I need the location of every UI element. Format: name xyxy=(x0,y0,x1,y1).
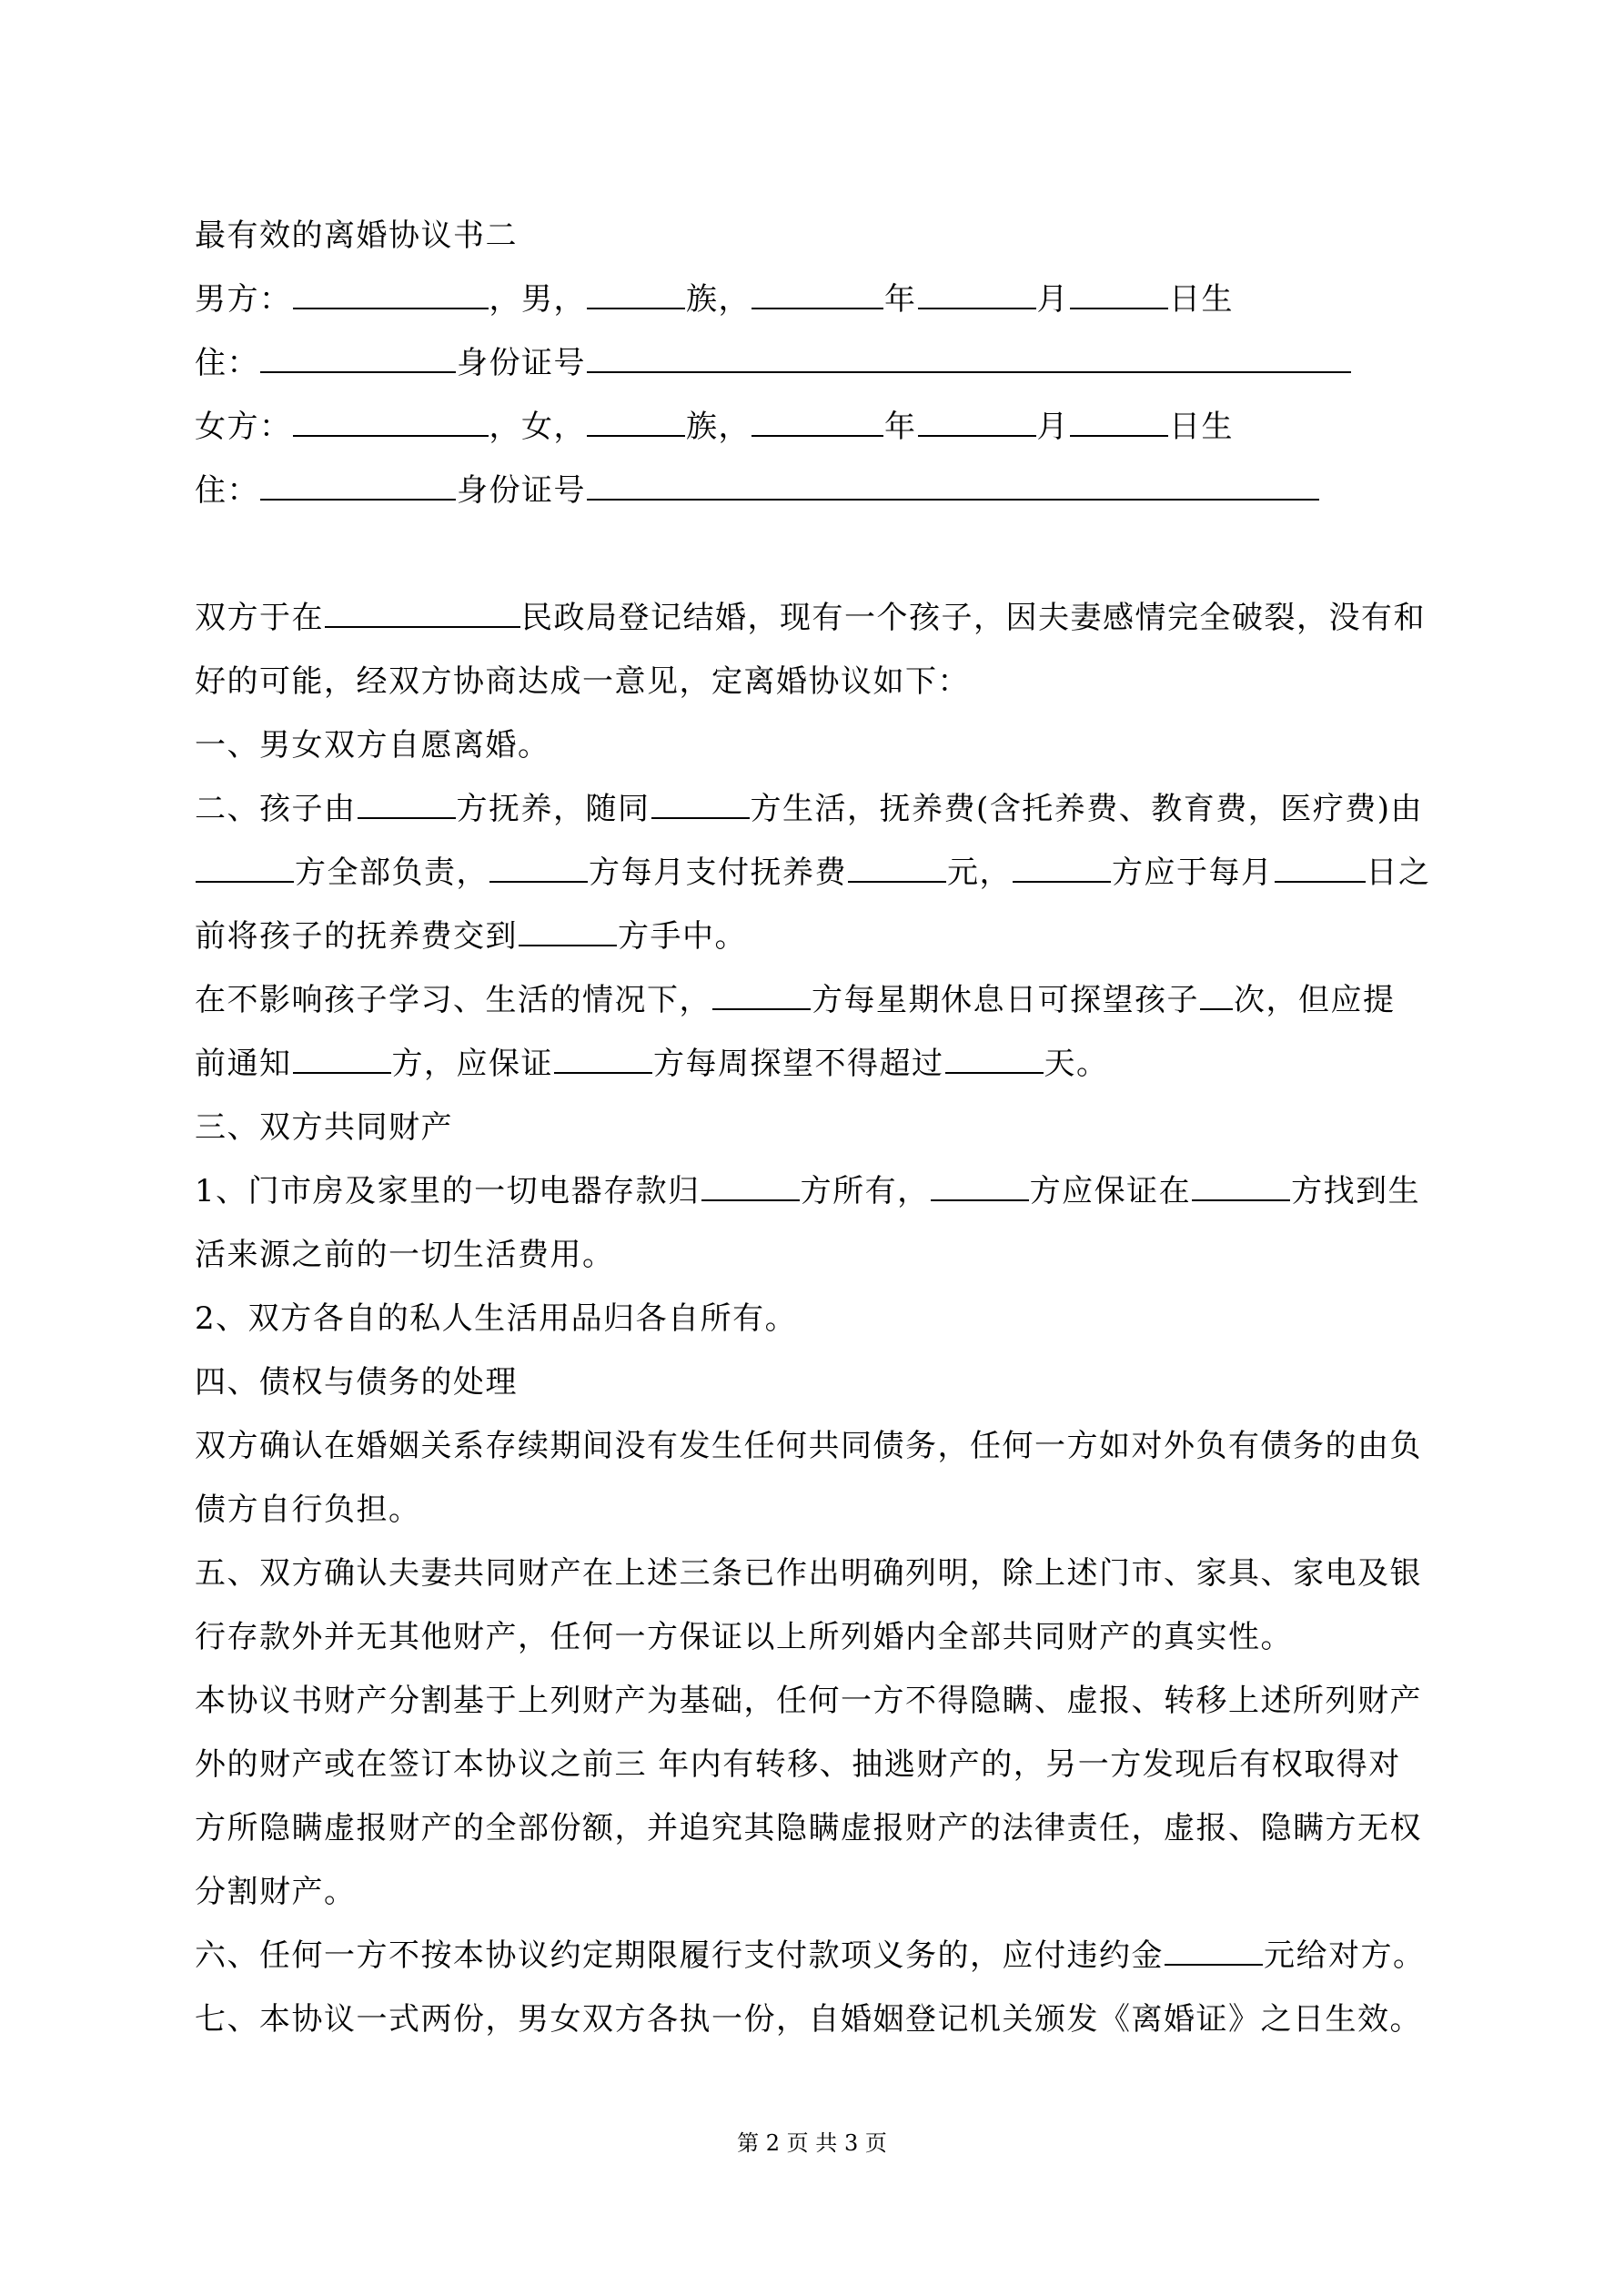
guarantee-party-blank[interactable] xyxy=(554,1045,652,1074)
responsible-party-blank[interactable] xyxy=(196,854,294,883)
clause-3-text-a: 1、门市房及家里的一切电器存款归 xyxy=(195,1173,701,1209)
clause-6 xyxy=(195,1924,1432,1988)
intro-line-2: 好的可能，经双方协商达成一意见，定离婚协议如下： xyxy=(195,663,970,700)
clause-1: 一、男女双方自愿离婚。 xyxy=(195,727,550,764)
clause-2-text-f: 元， xyxy=(947,855,1012,891)
male-year-blank[interactable] xyxy=(751,280,883,309)
clause-3-item-2: 2、双方各自的私人生活用品归各自所有。 xyxy=(195,1300,798,1337)
due-party-blank[interactable] xyxy=(1013,854,1111,883)
male-day-label: 日生 xyxy=(1169,281,1234,318)
male-address-label: 住： xyxy=(195,345,259,381)
female-month-label: 月 xyxy=(1036,409,1069,445)
clause-5-line-2: 行存款外并无其他财产，任何一方保证以上所列婚内全部共同财产的真实性。 xyxy=(195,1619,1293,1655)
female-address-label: 住： xyxy=(195,472,259,509)
visit-days-blank[interactable] xyxy=(945,1045,1044,1074)
male-info-line xyxy=(195,268,1432,331)
male-label: 男方： xyxy=(195,281,292,318)
clause-5-line-3: 本协议书财产分割基于上列财产为基础，任何一方不得隐瞒、虚报、转移上述所列财产 xyxy=(195,1683,1422,1719)
clause-5-line-4: 外的财产或在签订本协议之前三 年内有转移、抽逃财产的，另一方发现后有权取得对 xyxy=(195,1746,1401,1783)
beneficiary-party-blank[interactable] xyxy=(1192,1172,1290,1201)
male-gender: ，男， xyxy=(489,281,586,318)
clause-5-line-5: 方所隐瞒虚报财产的全部份额，并追究其隐瞒虚报财产的法律责任，虚报、隐瞒方无权 xyxy=(195,1810,1422,1846)
clause-2-text-g: 方应于每月 xyxy=(1112,855,1274,891)
female-label: 女方： xyxy=(195,409,292,445)
document-page xyxy=(195,204,1432,2051)
notify-party-blank[interactable] xyxy=(293,1045,391,1074)
visiting-party-blank[interactable] xyxy=(712,981,811,1010)
receiving-party-blank[interactable] xyxy=(519,917,617,946)
male-day-blank[interactable] xyxy=(1070,280,1168,309)
clause-3-text-d: 方找到生 xyxy=(1291,1173,1421,1209)
female-ethnicity-blank[interactable] xyxy=(587,408,685,437)
female-id-blank[interactable] xyxy=(587,471,1319,501)
visit-count-blank[interactable] xyxy=(1200,981,1233,1010)
male-name-blank[interactable] xyxy=(293,280,489,309)
clause-2-text-c: 方生活，抚养费(含托养费、教育费，医疗费)由 xyxy=(750,791,1424,827)
female-ethnicity-label: 族， xyxy=(686,409,751,445)
female-name-blank[interactable] xyxy=(293,408,489,437)
clause-2-text-i: 前将孩子的抚养费交到 xyxy=(195,918,518,955)
female-year-blank[interactable] xyxy=(751,408,883,437)
visit-text-f: 方每周探望不得超过 xyxy=(653,1046,944,1082)
male-ethnicity-blank[interactable] xyxy=(587,280,685,309)
support-amount-blank[interactable] xyxy=(848,854,946,883)
female-id-label: 身份证号 xyxy=(457,472,586,509)
living-party-blank[interactable] xyxy=(651,790,750,819)
clause-5-line-6: 分割财产。 xyxy=(195,1874,357,1910)
document-title: 最有效的离婚协议书二 xyxy=(195,217,518,254)
intro-text-b: 民政局登记结婚，现有一个孩子，因夫妻感情完全破裂，没有和 xyxy=(521,600,1426,636)
female-day-blank[interactable] xyxy=(1070,408,1168,437)
clause-7: 七、本协议一式两份，男女双方各执一份，自婚姻登记机关颁发《离婚证》之日生效。 xyxy=(195,2001,1422,2038)
clause-2-text-e: 方每月支付抚养费 xyxy=(589,855,847,891)
female-info-line xyxy=(195,395,1432,459)
clause-2-text-d: 方全部负责， xyxy=(295,855,489,891)
intro-line-1 xyxy=(195,586,1432,650)
female-address-blank[interactable] xyxy=(260,471,456,501)
clause-2-text-a: 二、孩子由 xyxy=(195,791,357,827)
male-address-blank[interactable] xyxy=(260,344,456,373)
clause-4-heading: 四、债权与债务的处理 xyxy=(195,1364,518,1401)
clause-6-text-b: 元给对方。 xyxy=(1264,1937,1426,1974)
visit-text-e: 方，应保证 xyxy=(391,1046,553,1082)
penalty-amount-blank[interactable] xyxy=(1165,1937,1263,1966)
spacer xyxy=(195,522,1432,586)
clause-4-line-1: 双方确认在婚姻关系存续期间没有发生任何共同债务，任何一方如对外负有债务的由负 xyxy=(195,1428,1422,1464)
clause-2-text-h: 日之 xyxy=(1366,855,1431,891)
visitation-line-1 xyxy=(195,968,1432,1032)
female-address-line xyxy=(195,459,1432,522)
male-id-label: 身份证号 xyxy=(457,345,586,381)
visit-text-d: 前通知 xyxy=(195,1046,292,1082)
property-owner-blank[interactable] xyxy=(701,1172,800,1201)
female-day-label: 日生 xyxy=(1169,409,1234,445)
male-ethnicity-label: 族， xyxy=(686,281,751,318)
male-month-label: 月 xyxy=(1036,281,1069,318)
intro-text-a: 双方于在 xyxy=(195,600,324,636)
male-id-blank[interactable] xyxy=(587,344,1351,373)
registry-office-blank[interactable] xyxy=(325,599,520,628)
visit-text-c: 次，但应提 xyxy=(1234,982,1396,1018)
page-indicator: 第 2 页 共 3 页 xyxy=(737,2130,887,2156)
female-gender: ，女， xyxy=(489,409,586,445)
clause-3-text-b: 方所有， xyxy=(800,1173,930,1209)
clause-3-text-c: 方应保证在 xyxy=(1029,1173,1192,1209)
guarantor-party-blank[interactable] xyxy=(931,1172,1029,1201)
male-year-label: 年 xyxy=(884,281,917,318)
custody-party-blank[interactable] xyxy=(358,790,456,819)
male-month-blank[interactable] xyxy=(918,280,1036,309)
clause-2-text-b: 方抚养，随同 xyxy=(456,791,651,827)
female-month-blank[interactable] xyxy=(918,408,1036,437)
due-day-blank[interactable] xyxy=(1275,854,1366,883)
visit-text-g: 天。 xyxy=(1044,1046,1109,1082)
visit-text-b: 方每星期休息日可探望孩子 xyxy=(812,982,1199,1018)
clause-3-heading: 三、双方共同财产 xyxy=(195,1109,453,1146)
visitation-line-2 xyxy=(195,1032,1432,1096)
clause-5-line-1: 五、双方确认夫妻共同财产在上述三条已作出明确列明，除上述门市、家具、家电及银 xyxy=(195,1555,1422,1592)
paying-party-blank[interactable] xyxy=(489,854,588,883)
clause-4-line-2: 债方自行负担。 xyxy=(195,1492,421,1528)
clause-3-item-1-line-2: 活来源之前的一切生活费用。 xyxy=(195,1237,615,1273)
clause-2-line-2 xyxy=(195,841,1432,905)
clause-2-text-j: 方手中。 xyxy=(618,918,747,955)
clause-3-item-1-line-1 xyxy=(195,1159,1432,1223)
clause-2-line-3 xyxy=(195,905,1432,968)
clause-6-text-a: 六、任何一方不按本协议约定期限履行支付款项义务的，应付违约金 xyxy=(195,1937,1164,1974)
male-address-line xyxy=(195,331,1432,395)
female-year-label: 年 xyxy=(884,409,917,445)
clause-2-line-1 xyxy=(195,777,1432,841)
visit-text-a: 在不影响孩子学习、生活的情况下， xyxy=(195,982,711,1018)
